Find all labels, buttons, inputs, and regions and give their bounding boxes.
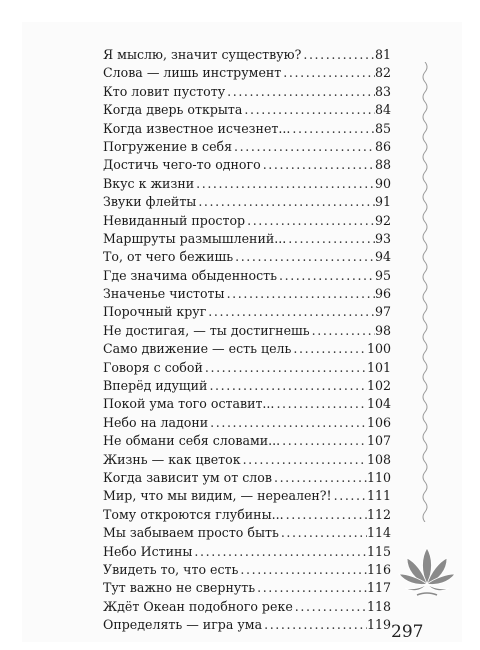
toc-entry-title: Определять — игра ума [103,617,263,633]
toc-entry-page: 83 [374,83,391,99]
toc-entry-title: Кто ловит пустоту [103,83,226,99]
dot-leader [272,469,367,487]
toc-entry-page: 119 [366,617,391,633]
toc-entry-page: 102 [366,378,391,394]
toc-entry [103,212,391,230]
book-page [22,22,462,642]
toc-entry-page: 82 [374,65,391,81]
toc-entry-title: Вкус к жизни [103,175,195,191]
toc-entry-title: Значенье чистоты [103,286,225,302]
dot-leader [208,414,367,432]
toc-entry-page: 96 [374,286,391,302]
toc-entry-page: 97 [374,304,391,320]
dot-leader [203,359,367,377]
toc-entry-page: 90 [374,175,391,191]
toc-entry [103,156,391,174]
dot-leader [225,285,375,303]
toc-entry-title: Ждёт Океан подобного реке [103,598,293,614]
toc-entry-page: 108 [366,451,391,467]
toc-entry [103,322,391,340]
lotus-icon [397,542,457,600]
toc-entry-page: 100 [366,341,391,357]
dot-leader [284,506,367,524]
dot-leader [280,432,367,450]
toc-entry [103,267,391,285]
toc-entry [103,469,391,487]
toc-entry-title: Говоря с собой [103,359,203,375]
toc-entry-page: 104 [366,396,391,412]
toc-entry [103,524,391,542]
toc-entry-page: 114 [366,525,391,541]
toc-entry-title: Когда зависит ум от слов [103,469,272,485]
toc-entry-page: 95 [374,267,391,283]
page-number: 297 [391,622,424,642]
toc-entry [103,451,391,469]
toc-entry-title: Небо Истины [103,543,193,559]
dot-leader [293,598,367,616]
toc-entry-page: 93 [374,230,391,246]
dot-leader [206,303,375,321]
toc-entry-page: 112 [366,506,391,522]
toc-entry [103,506,391,524]
toc-entry-title: Слова — лишь инструмент [103,65,282,81]
toc-entry [103,138,391,156]
toc-entry-page: 115 [366,543,391,559]
dot-leader [279,524,367,542]
toc-entry [103,359,391,377]
toc-entry-page: 111 [366,488,391,504]
toc-entry [103,303,391,321]
dot-leader [332,487,367,505]
toc-entry-title: Невиданный простор [103,212,246,228]
toc-entry-title: Увидеть то, что есть [103,561,239,577]
toc-entry-title: Вперёд идущий [103,378,208,394]
dot-leader [290,120,375,138]
toc-entry-title: Когда дверь открыта [103,102,243,118]
toc-entry-title: Покой ума того оставит... [103,396,275,412]
toc-entry-page: 110 [366,469,391,485]
dot-leader [281,64,375,82]
toc-entry [103,487,391,505]
toc-entry-title: Небо на ладони [103,414,209,430]
dot-leader [310,322,375,340]
toc-entry [103,561,391,579]
dot-leader [245,212,375,230]
toc-entry-title: Не достигая, — ты достигнешь [103,322,310,338]
toc-entry [103,46,391,64]
toc-entry [103,193,391,211]
toc-entry-page: 98 [374,322,391,338]
toc-entry-page: 85 [374,120,391,136]
toc-entry [103,230,391,248]
toc-entry [103,395,391,413]
wavy-divider-icon [419,62,431,522]
toc-entry-title: Погружение в себя [103,138,233,154]
dot-leader [242,101,375,119]
toc-entry-page: 101 [366,359,391,375]
toc-entry [103,83,391,101]
toc-entry-title: Звуки флейты [103,194,197,210]
toc-entry-title: Когда известное исчезнет... [103,120,291,136]
dot-leader [286,230,375,248]
dot-leader [192,543,367,561]
toc-entry-page: 94 [374,249,391,265]
toc-entry-title: Маршруты размышлений... [103,230,287,246]
toc-entry-page: 106 [366,414,391,430]
table-of-contents [103,46,391,635]
dot-leader [241,451,367,469]
toc-entry [103,64,391,82]
toc-entry-page: 107 [366,433,391,449]
toc-entry-title: Тут важно не свернуть [103,580,256,596]
dot-leader [196,193,375,211]
toc-entry-title: Тому откроются глубины... [103,506,284,522]
toc-entry-title: Мир, что мы видим, — нереален?! [103,488,332,504]
toc-entry-page: 88 [374,157,391,173]
dot-leader [225,83,375,101]
toc-entry-title: Порочный круг [103,304,207,320]
toc-entry-page: 116 [366,561,391,577]
toc-entry [103,248,391,266]
dot-leader [261,156,375,174]
toc-entry [103,543,391,561]
toc-entry [103,120,391,138]
toc-entry-page: 92 [374,212,391,228]
toc-entry-title: Само движение — есть цель [103,341,292,357]
toc-entry-title: То, от чего бежишь [103,249,234,265]
dot-leader [274,395,367,413]
toc-entry [103,340,391,358]
dot-leader [207,377,367,395]
dot-leader [262,616,367,634]
dot-leader [233,248,375,266]
toc-entry-title: Я мыслю, значит существую? [103,47,302,62]
dot-leader [232,138,375,156]
dot-leader [277,267,375,285]
dot-leader [194,175,375,193]
dot-leader [291,340,367,358]
toc-entry-page: 84 [374,102,391,118]
toc-entry [103,101,391,119]
toc-entry-page: 81 [374,47,391,62]
dot-leader [301,46,375,64]
toc-entry-title: Достичь чего-то одного [103,157,261,173]
toc-entry-page: 118 [366,598,391,614]
toc-entry [103,175,391,193]
toc-entry-page: 86 [374,138,391,154]
toc-entry [103,598,391,616]
page-top-edge [82,22,442,44]
dot-leader [255,579,367,597]
toc-entry-page: 117 [366,580,391,596]
toc-entry-page: 91 [374,194,391,210]
toc-entry [103,432,391,450]
dot-leader [238,561,367,579]
toc-entry [103,377,391,395]
toc-entry-title: Мы забываем просто быть [103,525,279,541]
toc-entry-title: Где значима обыденность [103,267,277,283]
toc-entry [103,285,391,303]
toc-entry-title: Не обмани себя словами... [103,433,281,449]
toc-entry [103,616,391,634]
toc-entry [103,414,391,432]
toc-entry-title: Жизнь — как цветок [103,451,241,467]
toc-entry [103,579,391,597]
